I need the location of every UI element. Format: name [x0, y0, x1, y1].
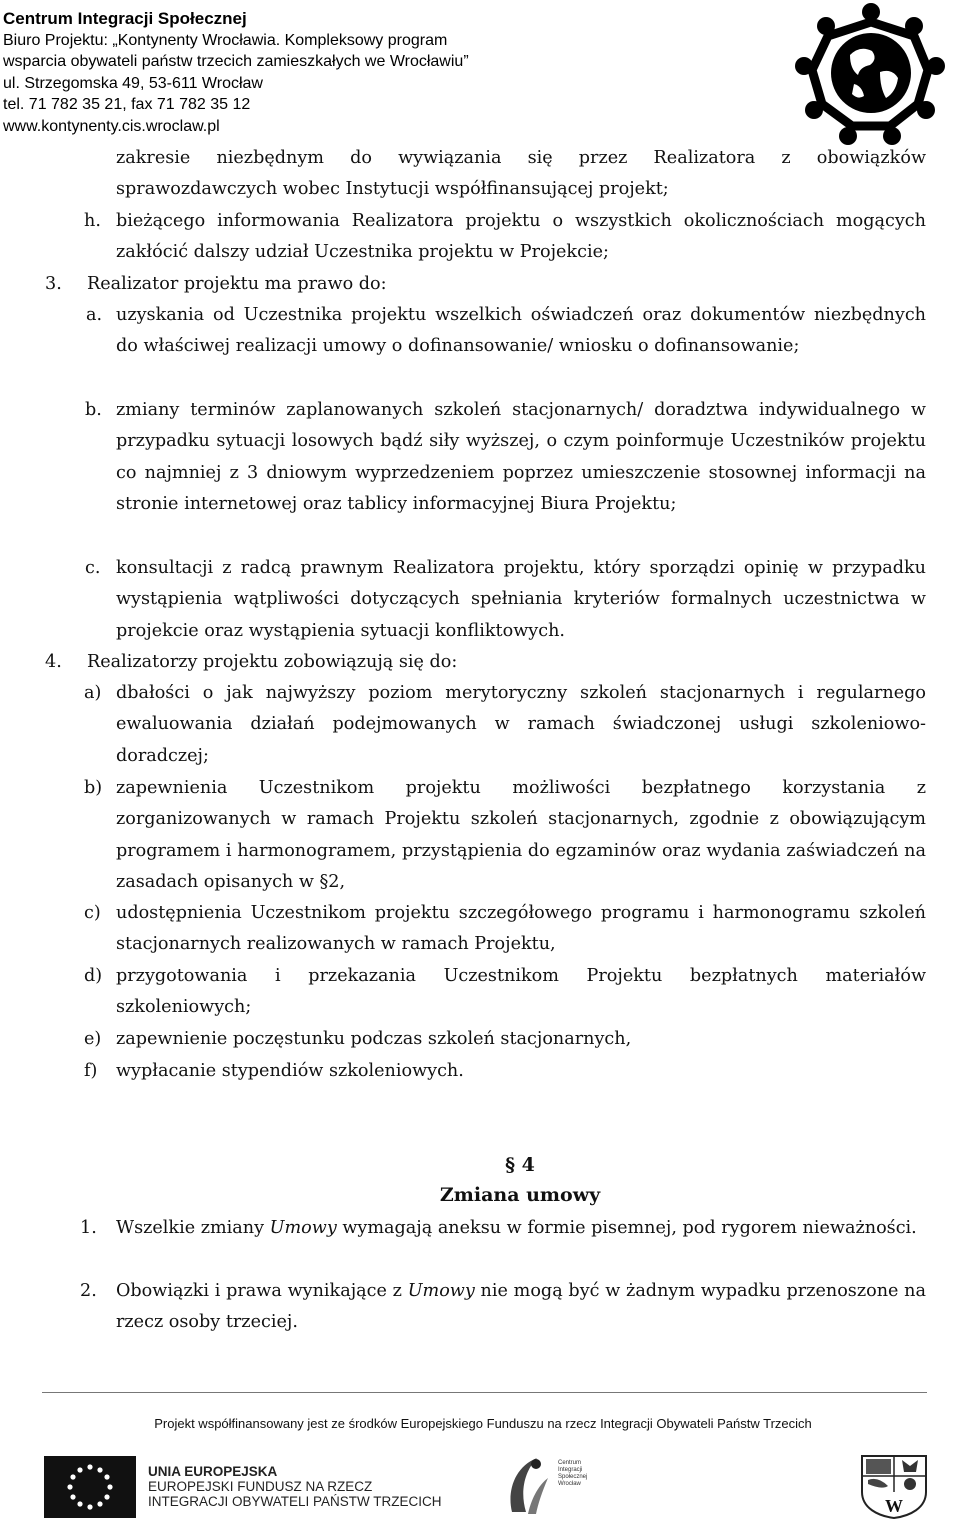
letterhead: [3, 8, 469, 137]
eu-label: UNIA EUROPEJSKA EUROPEJSKI FUNDUSZ NA RZECZ INTEGRACJI OBYWATELI PAŃSTW TRZECICH: [148, 1464, 442, 1509]
list-marker: 2.: [80, 1281, 97, 1301]
footer-divider: [42, 1392, 927, 1393]
svg-text:W: W: [885, 1496, 903, 1516]
list-marker: f): [84, 1061, 98, 1081]
globe-people-icon: [788, 0, 954, 146]
section-heading: Realizatorzy projektu zobowiązują się do:: [87, 652, 458, 672]
footer-note: Projekt współfinansowany jest ze środków Europejskiego Funduszu na rzecz Integracji Obywateli Państw Trzecich: [154, 1416, 812, 1431]
list-item-text: dbałości o jak najwyższy poziom merytoryczny szkoleń stacjonarnych i regularnego ewaluowania działań podejmowanych w ramach świadczonej usługi szkoleniowo-doradczej;: [116, 683, 926, 766]
cis-label: Centrum Integracji Społecznej Wrocław: [558, 1460, 588, 1487]
list-marker: a): [84, 683, 102, 703]
letterhead-line: wsparcia obywateli państw trzecich zamieszkałych we Wrocławiu”: [3, 53, 469, 70]
list-item-text: Obowiązki i prawa wynikające z Umowy nie mogą być w żadnym wypadku przenoszone na rzecz osoby trzeciej.: [116, 1281, 927, 1333]
letterhead-website: www.kontynenty.cis.wroclaw.pl: [3, 117, 220, 135]
organization-name: Centrum Integracji Społecznej: [3, 9, 247, 28]
letterhead-phone: tel. 71 782 35 21, fax 71 782 35 12: [3, 96, 251, 113]
section-number-heading: § 4: [505, 1154, 535, 1176]
list-item-text: konsultacji z radcą prawnym Realizatora projektu, który sporządzi opinię w przypadku wystąpienia wątpliwości dotyczących spełniania kryteriów formalnych uczestnictwa w projekcie oraz wystąpienia sytuacji konfliktowych.: [116, 558, 926, 641]
list-item-text: przygotowania i przekazania Uczestnikom Projektu bezpłatnych materiałów szkoleniowych;: [116, 966, 926, 1018]
list-item-text: zapewnienie poczęstunku podczas szkoleń stacjonarnych,: [116, 1029, 632, 1049]
list-item-text: Wszelkie zmiany Umowy wymagają aneksu w formie pisemnej, pod rygorem nieważności.: [116, 1218, 917, 1238]
list-item-text: wypłacanie stypendiów szkoleniowych.: [116, 1061, 464, 1081]
wroclaw-crest-icon: [858, 1452, 930, 1520]
list-item-text: zmiany terminów zaplanowanych szkoleń stacjonarnych/ doradztwa indywidualnego w przypadku sytuacji losowych bądź siły wyższej, o czym poinformuje Uczestników projektu co najmniej z 3 dniowym wyprzedzeniem poprzez umieszczenie stosownej informacji na stronie internetowej oraz tablicy informacyjnej Biura Projektu;: [116, 400, 926, 515]
list-item-text: uzyskania od Uczestnika projektu wszelkich oświadczeń oraz dokumentów niezbędnych do właściwej realizacji umowy o dofinansowanie/ wniosku o dofinansowanie;: [116, 305, 926, 357]
list-marker: b.: [85, 400, 102, 420]
section-heading: Realizator projektu ma prawo do:: [87, 274, 387, 294]
list-marker: d): [84, 966, 103, 986]
section-title: Zmiana umowy: [439, 1184, 601, 1206]
list-marker: b): [84, 778, 103, 798]
list-marker: e): [84, 1029, 102, 1049]
eu-flag-icon: [44, 1456, 136, 1518]
letterhead-address: ul. Strzegomska 49, 53-611 Wrocław: [3, 74, 263, 92]
list-item-text: udostępnienia Uczestnikom projektu szczegółowego programu i harmonogramu szkoleń stacjonarnych realizowanych w ramach Projektu,: [116, 903, 926, 955]
list-marker: a.: [86, 305, 103, 325]
list-marker: c.: [85, 558, 101, 578]
list-item-text: zapewnienia Uczestnikom projektu możliwości bezpłatnego korzystania z zorganizowanych w ramach Projektu szkoleń stacjonarnych, zgodnie z obowiązującym programem i harmonogramem, przystąpienia do egzaminów oraz wydania zaświadczeń na zasadach opisanych w §2,: [116, 778, 926, 893]
letterhead-line: Biuro Projektu: „Kontynenty Wrocławia. Kompleksowy program: [3, 31, 448, 49]
list-marker: c): [84, 903, 101, 923]
section-number: 4.: [45, 652, 62, 672]
paragraph-continuation: zakresie niezbędnym do wywiązania się przez Realizatora z obowiązków sprawozdawczych wobec Instytucji współfinansującej projekt;: [116, 148, 926, 200]
list-marker: 1.: [80, 1218, 97, 1238]
list-item-text: bieżącego informowania Realizatora projektu o wszystkich okolicznościach mogących zakłócić dalszy udział Uczestnika projektu w Projekcie;: [116, 211, 926, 263]
cis-logo-icon: [502, 1452, 552, 1520]
list-marker: h.: [84, 211, 101, 231]
section-number: 3.: [45, 274, 62, 294]
